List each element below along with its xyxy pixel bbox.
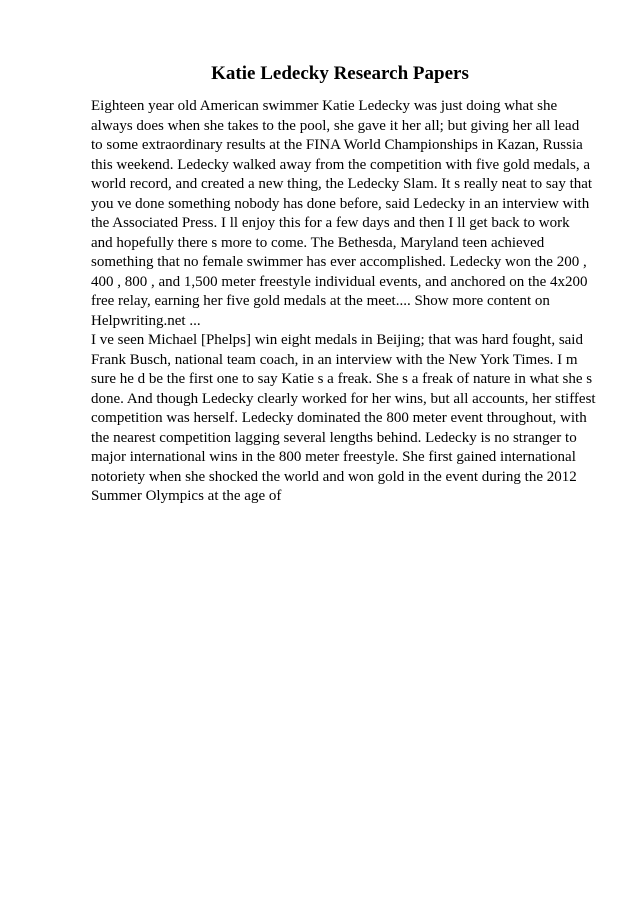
body-line: I ve seen Michael [Phelps] win eight medals in Beijing; that was hard fought, said bbox=[91, 332, 583, 348]
body-line: the Associated Press. I ll enjoy this for a few days and then I ll get back to work bbox=[91, 215, 570, 231]
document-title: Katie Ledecky Research Papers bbox=[211, 63, 469, 84]
body-line: competition was herself. Ledecky dominated the 800 meter event throughout, with bbox=[91, 410, 587, 426]
body-line: world record, and created a new thing, the Ledecky Slam. It s really neat to say that bbox=[91, 176, 593, 192]
body-line: to some extraordinary results at the FINA World Championships in Kazan, Russia bbox=[91, 137, 583, 153]
body-line: you ve done something nobody has done before, said Ledecky in an interview with bbox=[91, 195, 590, 212]
body-line: Eighteen year old American swimmer Katie Ledecky was just doing what she bbox=[91, 98, 558, 114]
document-body bbox=[91, 97, 611, 507]
body-line: and hopefully there s more to come. The Bethesda, Maryland teen achieved bbox=[91, 234, 545, 251]
body-line: major international wins in the 800 meter freestyle. She first gained international bbox=[91, 449, 576, 465]
body-line: done. And though Ledecky clearly worked for her wins, but all accounts, her stiffest bbox=[91, 390, 596, 407]
body-line: always does when she takes to the pool, she gave it her all; but giving her all lead bbox=[91, 117, 580, 134]
body-line: sure he d be the first one to say Katie s a freak. She s a freak of nature in what she s bbox=[91, 371, 593, 387]
body-line: Helpwriting.net ... bbox=[91, 312, 201, 329]
body-line: the nearest competition lagging several lengths behind. Ledecky is no stranger to bbox=[91, 429, 577, 446]
body-line: free relay, earning her five gold medals at the meet.... Show more content on bbox=[91, 293, 550, 309]
body-line: 400 , 800 , and 1,500 meter freestyle individual events, and anchored on the 4x200 bbox=[91, 273, 588, 290]
body-line: this weekend. Ledecky walked away from the competition with five gold medals, a bbox=[91, 156, 591, 173]
body-line: something that no female swimmer has ever accomplished. Ledecky won the 200 , bbox=[91, 254, 587, 270]
body-line: Frank Busch, national team coach, in an interview with the New York Times. I m bbox=[91, 351, 578, 368]
body-line: notoriety when she shocked the world and won gold in the event during the 2012 bbox=[91, 468, 577, 485]
body-line: Summer Olympics at the age of bbox=[91, 488, 282, 504]
